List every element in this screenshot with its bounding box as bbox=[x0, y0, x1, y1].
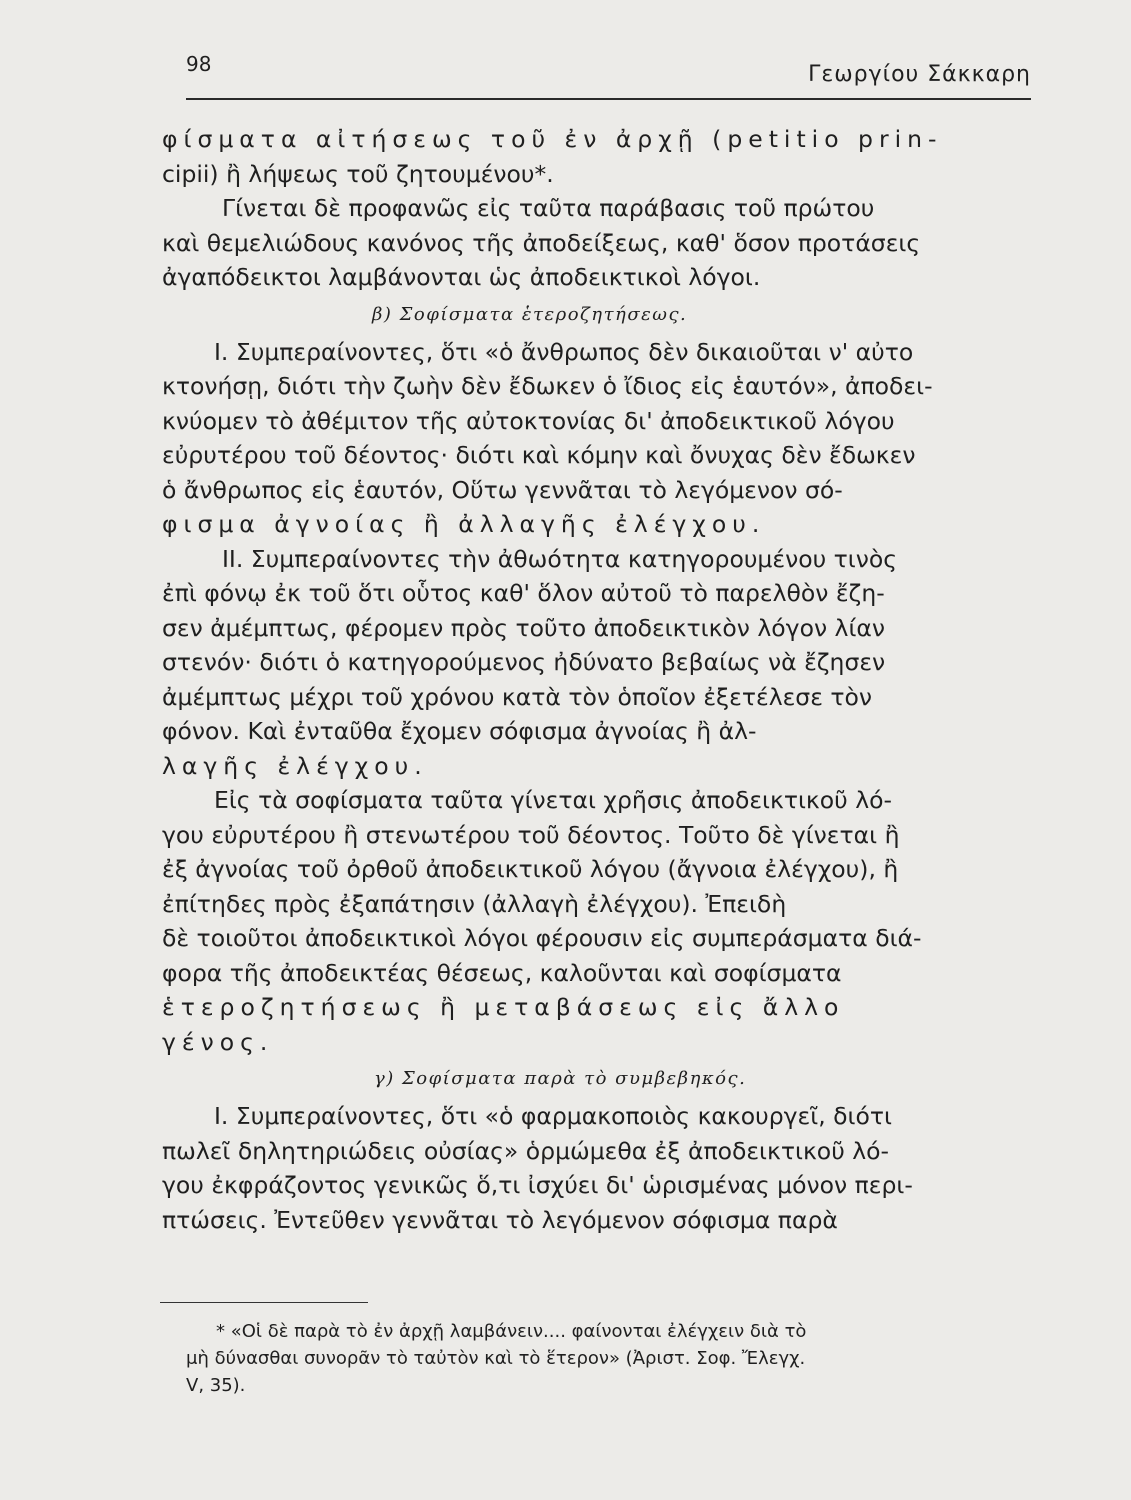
text-line: Ι. Συμπεραίνοντες, ὅτι «ὁ φαρμακοποιὸς κακουργεῖ, διότι bbox=[214, 1102, 892, 1130]
text-line: δὲ τοιοῦτοι ἀποδεικτικοὶ λόγοι φέρουσιν εἰς συμπεράσματα διά- bbox=[162, 924, 922, 952]
text-line: ἐξ ἀγνοίας τοῦ ὀρθοῦ ἀποδεικτικοῦ λόγου (ἄγνοια ἐλέγχου), ἢ bbox=[162, 855, 899, 883]
text-line: γένος. bbox=[162, 1027, 274, 1056]
text-line: ἑτεροζητήσεως ἢ μεταβάσεως εἰς ἄλλο bbox=[162, 993, 845, 1021]
text-line: ΙΙ. Συμπεραίνοντες τὴν ἀθωότητα κατηγορουμένου τινὸς bbox=[222, 544, 898, 573]
text-line: Ι. Συμπεραίνοντες, ὅτι «ὁ ἄνθρωπος δὲν δικαιοῦται ν' αὐτο bbox=[214, 337, 914, 366]
section-heading: γ) Σοφίσματα παρὰ τὸ συμβεβηκός. bbox=[374, 1068, 747, 1089]
running-head-author: Γεωργίου Σάκκαρη bbox=[808, 62, 1031, 87]
text-line: φισμα ἀγνοίας ἢ ἀλλαγῆς ἐλέγχου. bbox=[162, 510, 766, 538]
text-line: Εἰς τὰ σοφίσματα ταῦτα γίνεται χρῆσις ἀποδεικτικοῦ λό- bbox=[214, 786, 892, 814]
text-line: φίσματα αἰτήσεως τοῦ ἐν ἀρχῇ (petitio prin- bbox=[162, 125, 943, 153]
text-line: καὶ θεμελιώδους κανόνος τῆς ἀποδείξεως, καθ' ὅσον προτάσεις bbox=[162, 228, 921, 257]
text-line: γου εὐρυτέρου ἢ στενωτέρου τοῦ δέοντος. Τοῦτο δὲ γίνεται ἢ bbox=[162, 820, 900, 849]
text-line: Γίνεται δὲ προφανῶς εἰς ταῦτα παράβασις τοῦ πρώτου bbox=[222, 194, 875, 222]
text-line: cipii) ἢ λήψεως τοῦ ζητουμένου*. bbox=[162, 159, 554, 188]
text-line: λαγῆς ἐλέγχου. bbox=[162, 751, 428, 780]
text-line: κνύομεν τὸ ἀθέμιτον τῆς αὐτοκτονίας δι' ἀποδεικτικοῦ λόγου bbox=[162, 406, 895, 435]
text-line: κτονήσῃ, διότι τὴν ζωὴν δὲν ἔδωκεν ὁ ἴδιος εἰς ἑαυτόν», ἀποδει- bbox=[162, 372, 933, 400]
text-line: ἀμέμπτως μέχρι τοῦ χρόνου κατὰ τὸν ὁποῖον ἐξετέλεσε τὸν bbox=[162, 682, 873, 711]
footnote-line: V, 35). bbox=[186, 1375, 246, 1396]
text-line: ὁ ἄνθρωπος εἰς ἑαυτόν, Οὕτω γεννᾶται τὸ λεγόμενον σό- bbox=[162, 475, 843, 504]
section-heading: β) Σοφίσματα ἑτεροζητήσεως. bbox=[372, 303, 688, 325]
page-header bbox=[186, 48, 1031, 100]
text-line: στενόν· διότι ὁ κατηγορούμενος ἠδύνατο βεβαίως νὰ ἔζησεν bbox=[162, 648, 886, 676]
text-line: σεν ἀμέμπτως, φέρομεν πρὸς τοῦτο ἀποδεικτικὸν λόγον λίαν bbox=[162, 613, 886, 642]
footnote-divider bbox=[160, 1302, 368, 1303]
page-number: 98 bbox=[186, 52, 212, 76]
text-line: ἐπὶ φόνῳ ἐκ τοῦ ὅτι οὗτος καθ' ὅλον αὐτοῦ τὸ παρελθὸν ἔζη- bbox=[162, 579, 885, 607]
text-line: πωλεῖ δηλητηριώδεις οὐσίας» ὁρμώμεθα ἐξ ἀποδεικτικοῦ λό- bbox=[162, 1136, 890, 1165]
text-line: φόνον. Καὶ ἐνταῦθα ἔχομεν σόφισμα ἀγνοίας ἢ ἀλ- bbox=[162, 717, 757, 745]
footnote-line: μὴ δύνασθαι συνορᾶν τὸ ταὐτὸν καὶ τὸ ἕτερον» (Ἀριστ. Σοφ. Ἔλεγχ. bbox=[186, 1348, 806, 1369]
text-line: εὐρυτέρου τοῦ δέοντος· διότι καὶ κόμην καὶ ὄνυχας δὲν ἔδωκεν bbox=[162, 441, 916, 469]
text-line: πτώσεις. Ἐντεῦθεν γεννᾶται τὸ λεγόμενον σόφισμα παρὰ bbox=[162, 1205, 838, 1234]
footnote bbox=[186, 1318, 1031, 1399]
main-text bbox=[162, 122, 1032, 1237]
text-line: γου ἐκφράζοντος γενικῶς ὅ,τι ἰσχύει δι' ὡρισμένας μόνον περι- bbox=[162, 1171, 913, 1199]
footnote-line: * «Οἱ δὲ παρὰ τὸ ἐν ἀρχῇ λαμβάνειν.... φαίνονται ἐλέγχειν διὰ τὸ bbox=[216, 1321, 807, 1342]
text-line: ἐπίτηδες πρὸς ἐξαπάτησιν (ἀλλαγὴ ἐλέγχου). Ἐπειδὴ bbox=[162, 889, 787, 918]
text-line: φορα τῆς ἀποδεικτέας θέσεως, καλοῦνται καὶ σοφίσματα bbox=[162, 958, 842, 987]
text-line: ἀγαπόδεικτοι λαμβάνονται ὡς ἀποδεικτικοὶ λόγοι. bbox=[162, 263, 761, 291]
